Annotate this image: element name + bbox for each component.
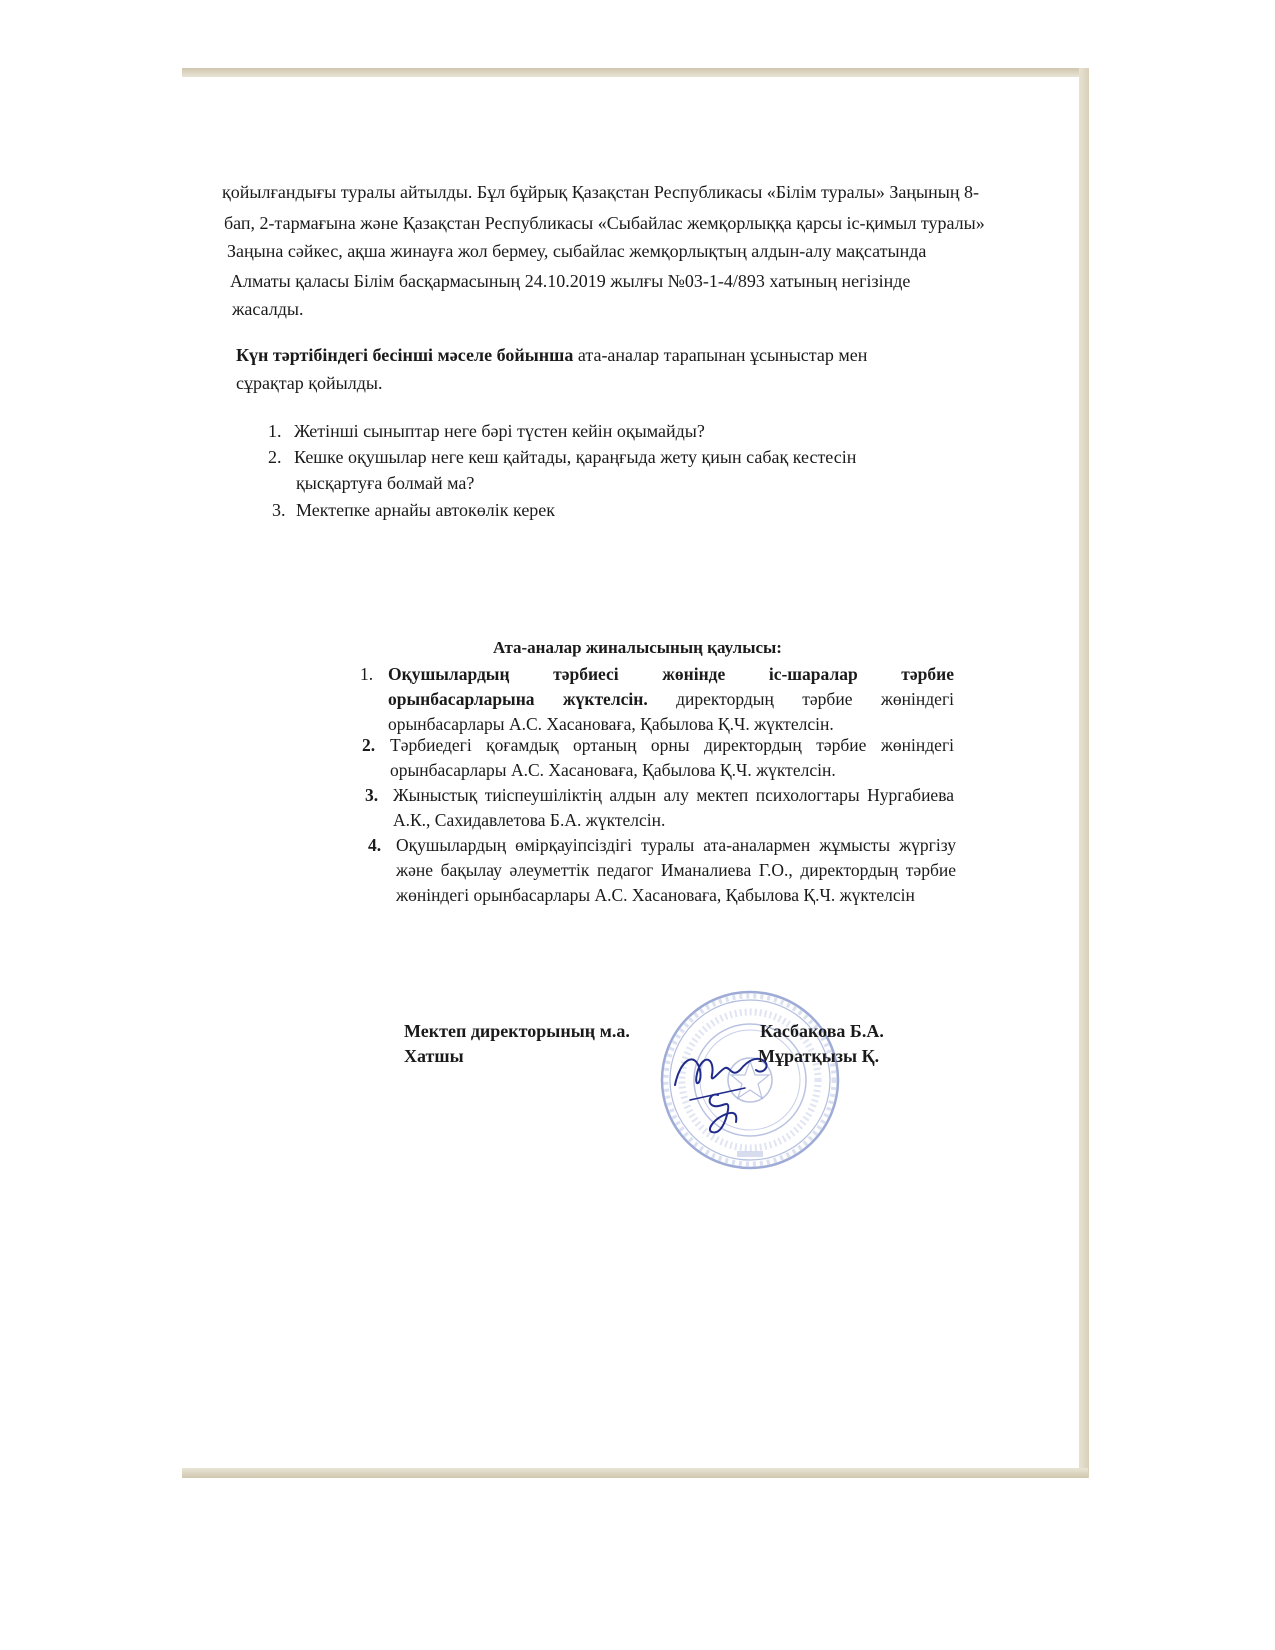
text-line: Алматы қаласы Білім басқармасының 24.10.2019 жылғы №03-1-4/893 хатының негізінде <box>230 271 911 291</box>
resolution-item-number: 2. <box>362 735 376 755</box>
resolution-item-line: Оқушылардың өмірқауіпсіздігі туралы ата-аналармен жұмысты жүргізу <box>396 835 956 855</box>
resolution-item-number: 1. <box>360 664 374 684</box>
list-item-number: 1. <box>268 421 282 441</box>
resolution-item-number: 3. <box>365 785 379 805</box>
resolution-item-number: 4. <box>368 835 382 855</box>
director-title: Мектеп директорының м.а. <box>404 1021 630 1041</box>
director-name: Касбакова Б.А. <box>760 1021 884 1041</box>
paper-edge-top <box>182 68 1088 77</box>
resolution-item-line: жөніндегі орынбасарлары А.С. Хасановаға, Қабылова Қ.Ч. жүктелсін <box>396 885 915 905</box>
text-line: қойылғандығы туралы айтылды. Бұл бұйрық Қазақстан Республикасы «Білім туралы» Заңының 8- <box>222 182 979 202</box>
resolution-item <box>362 733 954 783</box>
list-item: Кешке оқушылар неге кеш қайтады, қараңғыда жету қиын сабақ кестесін <box>294 447 857 467</box>
resolution-item-rest: директордың тәрбие жөніндегі <box>647 689 954 709</box>
text-line: Заңына сәйкес, ақша жинауға жол бермеу, сыбайлас жемқорлықтың алдын-алу мақсатында <box>227 241 927 261</box>
resolution-item-line: А.К., Сахидавлетова Б.А. жүктелсін. <box>393 810 666 830</box>
resolution-item-line: орынбасарлары А.С. Хасановаға, Қабылова Қ.Ч. жүктелсін. <box>390 760 836 780</box>
secretary-name: Мұратқызы Қ. <box>758 1046 880 1066</box>
resolution-item <box>365 783 954 833</box>
paper-edge-right <box>1079 68 1089 1478</box>
resolution-item-line: және бақылау әлеуметтік педагог Иманалиева Г.О., директордың тәрбие <box>396 860 956 880</box>
text-line: жасалды. <box>232 299 304 319</box>
text-line: сұрақтар қойылды. <box>236 373 383 393</box>
resolution-item-line: Жыныстық тиіспеушіліктің алдын алу мектеп психологтары Нургабиева <box>393 785 954 805</box>
list-item-continuation: қысқартуға болмай ма? <box>296 473 475 493</box>
text-line: бап, 2-тармағына және Қазақстан Республикасы «Сыбайлас жемқорлыққа қарсы іс-қимыл туралы» <box>224 213 985 233</box>
list-item: Мектепке арнайы автокөлік керек <box>296 500 556 520</box>
resolution-item-line: Оқушылардың тәрбиесі жөнінде іс-шаралар тәрбие <box>388 664 954 684</box>
resolution-item-line: Тәрбиедегі қоғамдық ортаның орны директордың тәрбие жөніндегі <box>390 735 954 755</box>
agenda-rest: ата-аналар тарапынан ұсыныстар мен <box>573 345 868 365</box>
text-line <box>236 344 867 366</box>
secretary-title: Хатшы <box>404 1046 464 1066</box>
list-item-number: 2. <box>268 447 282 467</box>
resolution-item-bold: орынбасарларына жүктелсін. <box>388 689 648 709</box>
paper-edge-bottom <box>182 1468 1088 1478</box>
resolution-item-line: орынбасарлары А.С. Хасановаға, Қабылова Қ.Ч. жүктелсін. <box>388 714 834 734</box>
resolution-item <box>368 833 956 908</box>
list-item: Жетінші сыныптар неге бәрі түстен кейін оқымайды? <box>294 421 705 441</box>
resolution-item <box>360 662 954 737</box>
list-item-number: 3. <box>272 500 286 520</box>
agenda-bold-lead: Күн тәртібіндегі бесінші мәселе бойынша <box>236 345 574 365</box>
resolution-item-line <box>388 687 954 712</box>
resolution-title: Ата-аналар жиналысының қаулысы: <box>493 638 782 657</box>
